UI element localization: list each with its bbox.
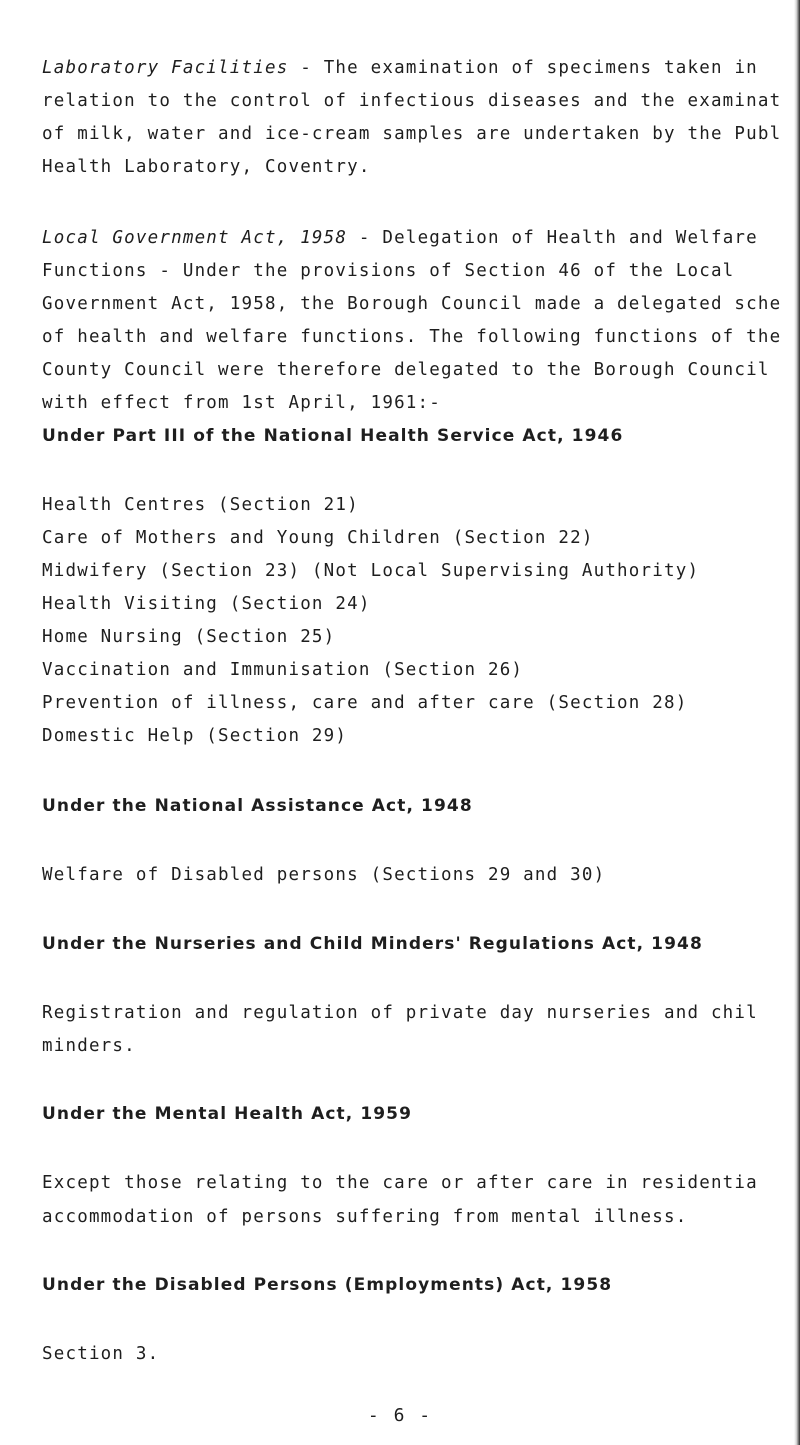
na-act-text: Welfare of Disabled persons (Sections 29 and 30) — [42, 865, 606, 885]
lab-facilities-line-2: relation to the control of infectious diseases and the examinat — [42, 91, 782, 111]
lga-line-5: County Council were therefore delegated to the Borough Council — [42, 360, 770, 380]
nursery-act-line-1: Registration and regulation of private day nurseries and chil — [42, 1003, 758, 1023]
nhs-item: Health Visiting (Section 24) — [42, 594, 371, 614]
mh-act-line-2: accommodation of persons suffering from mental illness. — [42, 1207, 688, 1227]
page-number: - 6 - — [367, 1405, 433, 1426]
nursery-act-line-2: minders. — [42, 1036, 136, 1056]
nursery-act-heading: Under the Nurseries and Child Minders' Regulations Act, 1948 — [42, 934, 703, 954]
nhs-item: Health Centres (Section 21) — [42, 495, 359, 515]
lga-lead: Delegation of Health and Welfare — [382, 228, 758, 248]
dpe-act-text: Section 3. — [42, 1344, 160, 1364]
nhs-item: Midwifery (Section 23) (Not Local Supervising Authority) — [42, 561, 700, 581]
lga-line-3: Government Act, 1958, the Borough Council made a delegated sche — [42, 294, 782, 314]
lab-facilities-line-4: Health Laboratory, Coventry. — [42, 157, 371, 177]
lga-line-4: of health and welfare functions. The following functions of the — [42, 327, 782, 347]
lga-heading: Local Government Act, 1958 — [42, 228, 348, 248]
lab-facilities-lead: The examination of specimens taken in — [323, 58, 758, 78]
nhs-item: Home Nursing (Section 25) — [42, 627, 336, 647]
mh-act-line-1: Except those relating to the care or after care in residentia — [42, 1173, 758, 1193]
nhs-item: Domestic Help (Section 29) — [42, 726, 348, 746]
lab-facilities-line-1: Laboratory Facilities - The examination of specimens taken in — [42, 58, 758, 78]
nhs-item: Prevention of illness, care and after care (Section 28) — [42, 693, 688, 713]
na-act-heading: Under the National Assistance Act, 1948 — [42, 796, 473, 816]
lab-facilities-line-3: of milk, water and ice-cream samples are undertaken by the Publ — [42, 124, 782, 144]
lab-facilities-heading: Laboratory Facilities — [42, 58, 289, 78]
lga-line-2: Functions - Under the provisions of Section 46 of the Local — [42, 261, 735, 281]
dpe-act-heading: Under the Disabled Persons (Employments) Act, 1958 — [42, 1275, 613, 1295]
scanned-page-edge — [794, 0, 800, 1445]
lga-line-1: Local Government Act, 1958 - Delegation of Health and Welfare — [42, 228, 758, 248]
nhs-act-heading: Under Part III of the National Health Service Act, 1946 — [42, 426, 624, 446]
nhs-item: Care of Mothers and Young Children (Section 22) — [42, 528, 594, 548]
lga-line-6: with effect from 1st April, 1961:- — [42, 393, 442, 413]
nhs-item: Vaccination and Immunisation (Section 26) — [42, 660, 524, 680]
mh-act-heading: Under the Mental Health Act, 1959 — [42, 1104, 413, 1124]
